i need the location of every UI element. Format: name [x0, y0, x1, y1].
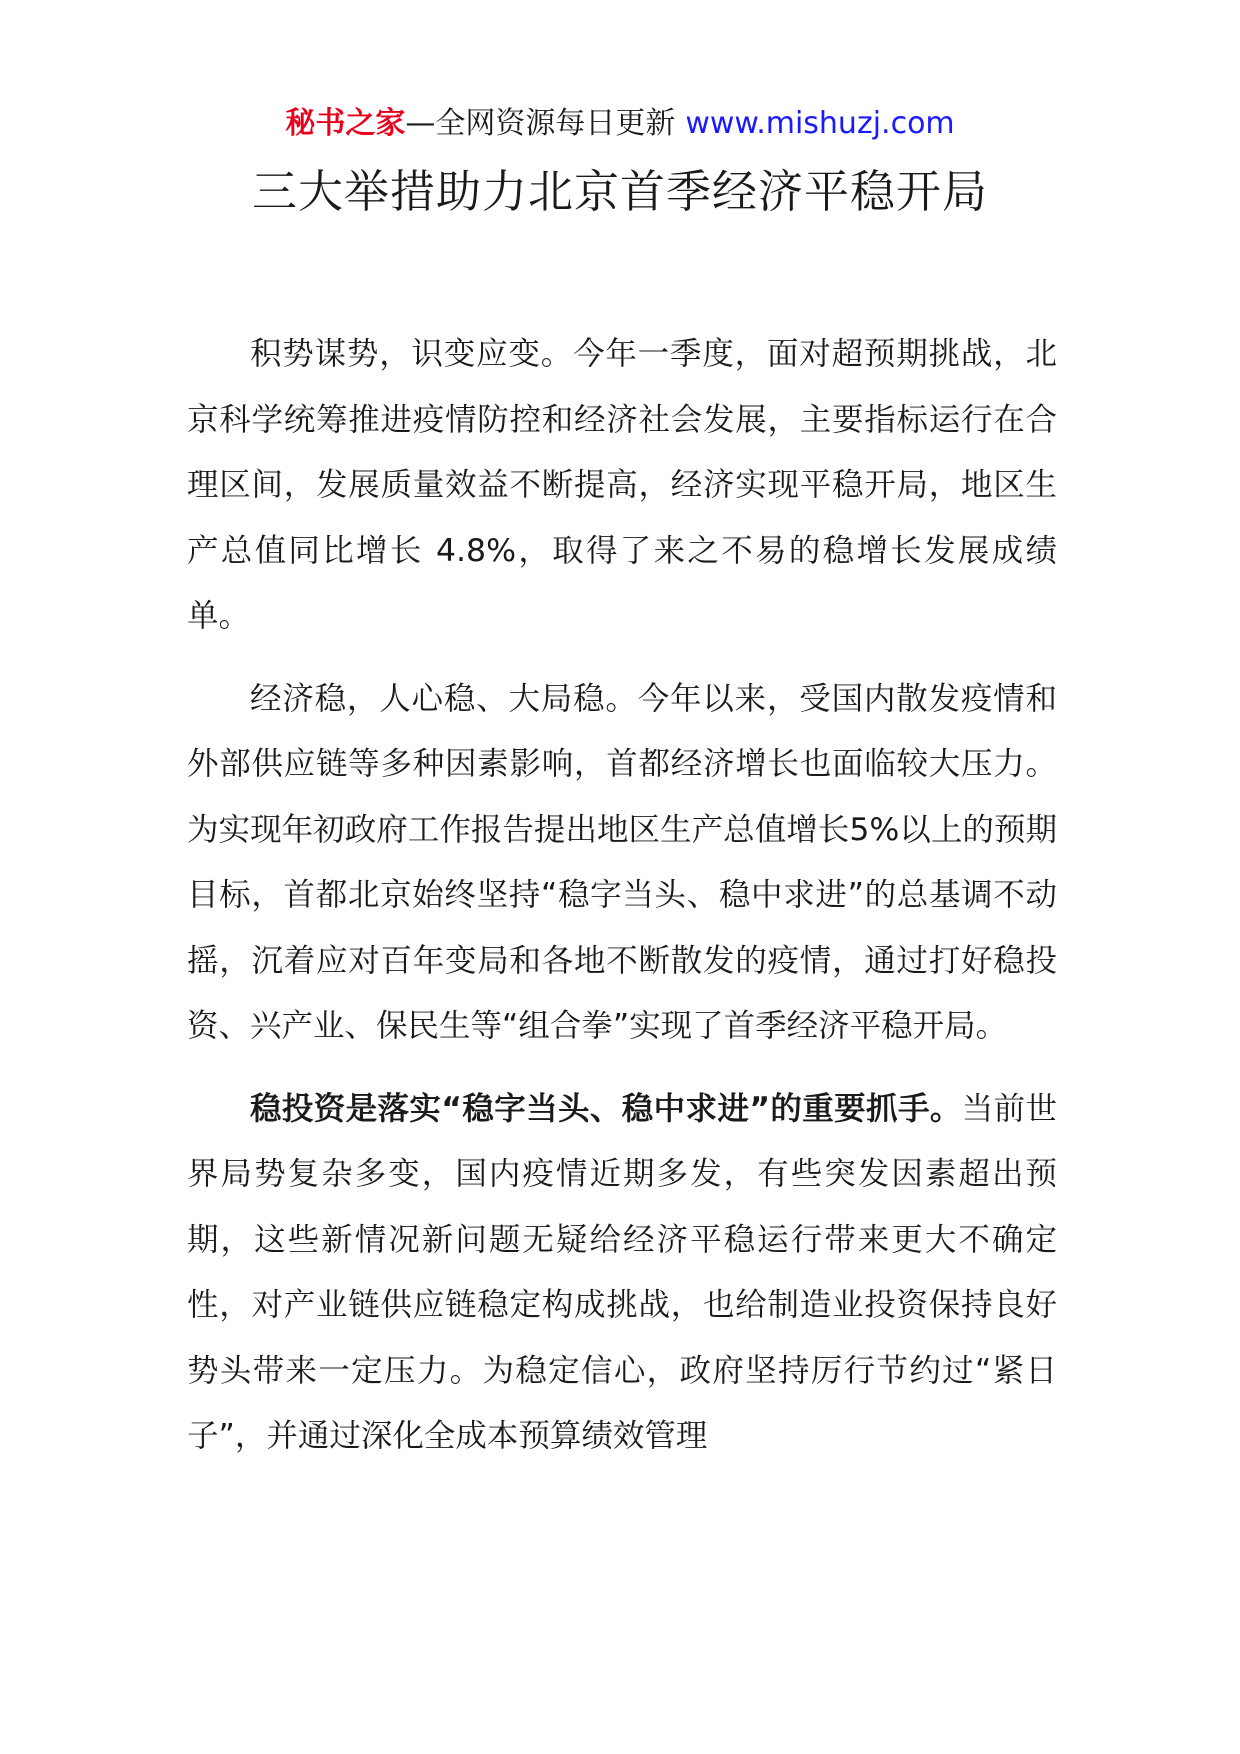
site-header [0, 104, 1240, 144]
paragraph-3 [187, 1077, 1057, 1470]
site-brand: 秘书之家 [285, 106, 406, 141]
paragraph-1: 积势谋势，识变应变。今年一季度，面对超预期挑战，北京科学统筹推进疫情防控和经济社会发展，主要指标运行在合理区间，发展质量效益不断提高，经济实现平稳开局，地区生产总值同比增长 4.8%，取得了来之不易的稳增长发展成绩单。 [187, 336, 1057, 634]
document-body [187, 322, 1057, 1470]
paragraph-3-text: 当前世界局势复杂多变，国内疫情近期多发，有些突发因素超出预期，这些新情况新问题无疑给经济平稳运行带来更大不确定性，对产业链供应链稳定构成挑战，也给制造业投资保持良好势头带来一定压力。为稳定信心，政府坚持厉行节约过“紧日子”，并通过深化全成本预算绩效管理 [187, 1090, 1057, 1454]
paragraph-2: 经济稳，人心稳、大局稳。今年以来，受国内散发疫情和外部供应链等多种因素影响，首都经济增长也面临较大压力。为实现年初政府工作报告提出地区生产总值增长5%以上的预期目标，首都北京始终坚持“稳字当头、稳中求进”的总基调不动摇，沉着应对百年变局和各地不断散发的疫情，通过打好稳投资、兴产业、保民生等“组合拳”实现了首季经济平稳开局。 [187, 680, 1057, 1044]
header-tagline: —全网资源每日更新 [405, 106, 676, 141]
site-url-link[interactable]: www.mishuzj.com [685, 106, 955, 141]
document-title: 三大举措助力北京首季经济平稳开局 [251, 165, 988, 218]
paragraph-3-lead: 稳投资是落实“稳字当头、稳中求进”的重要抓手。 [250, 1090, 962, 1127]
